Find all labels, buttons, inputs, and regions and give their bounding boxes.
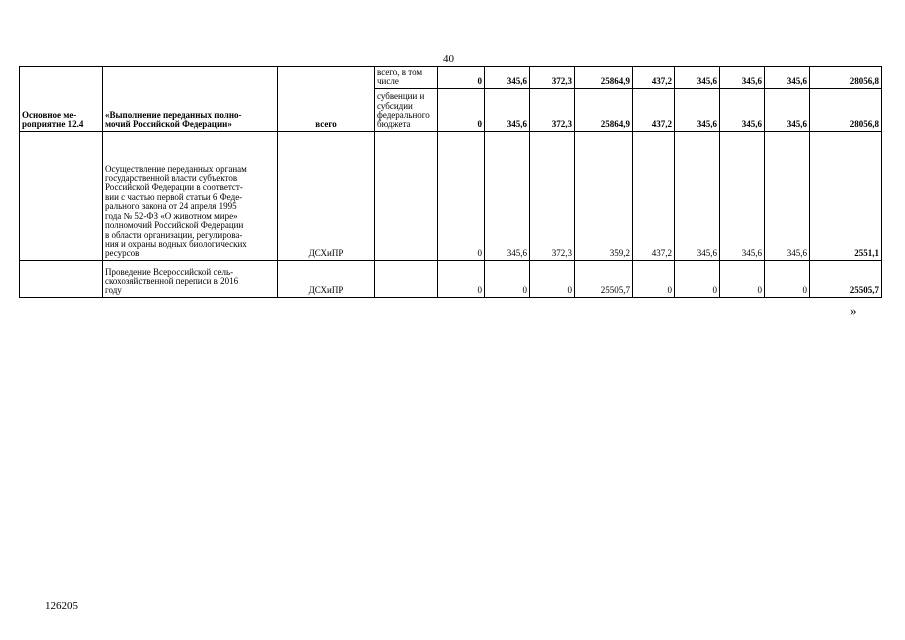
value-cell: 345,6	[765, 88, 810, 131]
table-row	[20, 67, 882, 89]
value-cell: 0	[530, 260, 575, 297]
value-cell: 345,6	[485, 88, 530, 131]
measure-label: Основное ме- роприятие 12.4	[22, 110, 84, 130]
measure-cell	[20, 67, 103, 132]
measure-title: «Выполнение переданных полно- мочий Российской Федерации»	[105, 110, 242, 130]
value-cell: 0	[485, 260, 530, 297]
value-cell: 345,6	[485, 67, 530, 89]
total-cell: 28056,8	[810, 67, 882, 89]
total-cell: 2551,1	[810, 131, 882, 260]
value-cell: 0	[720, 260, 765, 297]
source-cell: субвенции и субсидии федерального бюджета	[375, 88, 438, 131]
value-cell: 372,3	[530, 88, 575, 131]
value-cell: 0	[438, 67, 485, 89]
table-row	[20, 131, 882, 260]
value-cell: 345,6	[675, 88, 720, 131]
value-cell: 0	[438, 260, 485, 297]
value-cell: 345,6	[720, 67, 765, 89]
value-cell: 437,2	[633, 67, 675, 89]
value-cell: 345,6	[675, 131, 720, 260]
document-code: 126205	[45, 600, 78, 612]
value-cell: 372,3	[530, 131, 575, 260]
value-cell: 0	[633, 260, 675, 297]
executor-cell: ДСХиПР	[278, 260, 375, 297]
closing-quote-mark: »	[850, 303, 857, 318]
title-cell	[103, 67, 278, 132]
value-cell: 437,2	[633, 131, 675, 260]
executor-cell: ДСХиПР	[278, 131, 375, 260]
activity-title: Проведение Всероссийской сель- скохозяйственной переписи в 2016 году	[103, 260, 278, 297]
page-number: 40	[443, 53, 454, 65]
value-cell: 0	[765, 260, 810, 297]
executor-cell: всего	[278, 67, 375, 132]
value-cell: 345,6	[765, 67, 810, 89]
measure-cell	[20, 260, 103, 297]
table-row	[20, 260, 882, 297]
budget-table	[19, 66, 882, 298]
source-cell: всего, в том числе	[375, 67, 438, 89]
value-cell: 345,6	[720, 131, 765, 260]
source-cell	[375, 131, 438, 260]
value-cell: 345,6	[765, 131, 810, 260]
total-cell: 25505,7	[810, 260, 882, 297]
value-cell: 345,6	[720, 88, 765, 131]
value-cell: 345,6	[485, 131, 530, 260]
value-cell: 25864,9	[575, 67, 633, 89]
total-cell: 28056,8	[810, 88, 882, 131]
value-cell: 25505,7	[575, 260, 633, 297]
value-cell: 345,6	[675, 67, 720, 89]
value-cell: 359,2	[575, 131, 633, 260]
value-cell: 372,3	[530, 67, 575, 89]
measure-cell	[20, 131, 103, 260]
value-cell: 0	[438, 88, 485, 131]
value-cell: 437,2	[633, 88, 675, 131]
value-cell: 25864,9	[575, 88, 633, 131]
value-cell: 0	[675, 260, 720, 297]
source-cell	[375, 260, 438, 297]
activity-title: Осуществление переданных органам государственной власти субъектов Российской Федерации в соответст- вии с частью первой статьи 6 Феде- рального закона от 24 апреля 1995 года № 52-ФЗ «О животном мире» полномочий Российской Федерации в области организации, регулирова- ния и охраны водных биологических ресурсов	[103, 131, 278, 260]
value-cell: 0	[438, 131, 485, 260]
